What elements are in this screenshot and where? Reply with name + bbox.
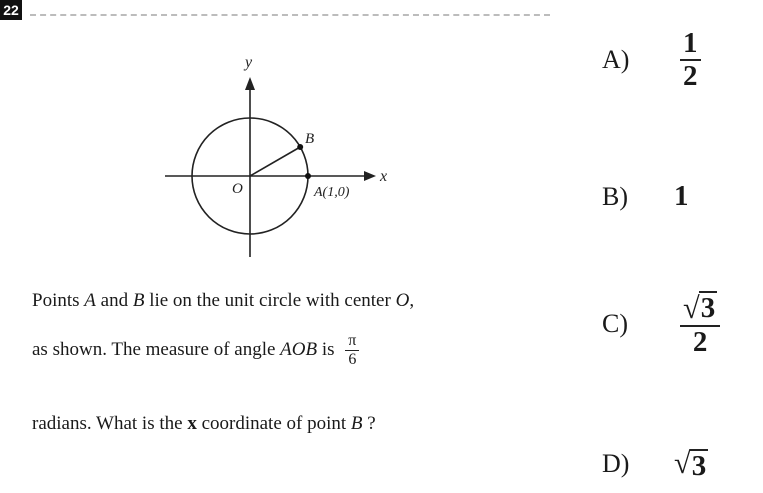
header-divider [30,14,550,16]
choice-b-value: 1 [674,180,689,212]
choice-d[interactable] [602,446,708,481]
origin-label: O [232,181,243,197]
choice-c[interactable] [602,290,720,358]
choice-a-value: $\frac{1}{2}$ [680,28,701,92]
choice-c-value: √ 3 2 [680,290,720,358]
y-axis-arrow [245,77,255,90]
choice-a[interactable] [602,28,701,92]
choice-b-letter: B) [602,181,628,211]
x-axis-label: x [380,168,388,185]
radius-ob [250,147,300,176]
point-a [305,173,311,179]
question-number: 22 [0,0,22,20]
choice-b[interactable] [602,180,689,213]
stem-line-2: as shown. The measure of angle AOB is $\frac{\pi}{6}$ [32,332,359,369]
stem-line-1: Points A and B lie on the unit circle with center O, [32,290,415,311]
point-b-label: B [305,131,315,147]
choice-d-letter: D) [602,448,630,478]
angle-fraction: $\frac{\pi}{6}$ [345,332,359,369]
y-axis-label: y [245,54,253,71]
choice-c-letter: C) [602,308,628,338]
x-axis-arrow [364,171,376,181]
unit-circle-figure [150,45,400,265]
stem-line-3: radians. What is the x coordinate of point B ? [32,413,376,434]
point-b [297,144,303,150]
choice-d-value: √ 3 [674,446,707,482]
point-a-label: A(1,0) [314,185,350,200]
choice-a-letter: A) [602,45,630,74]
